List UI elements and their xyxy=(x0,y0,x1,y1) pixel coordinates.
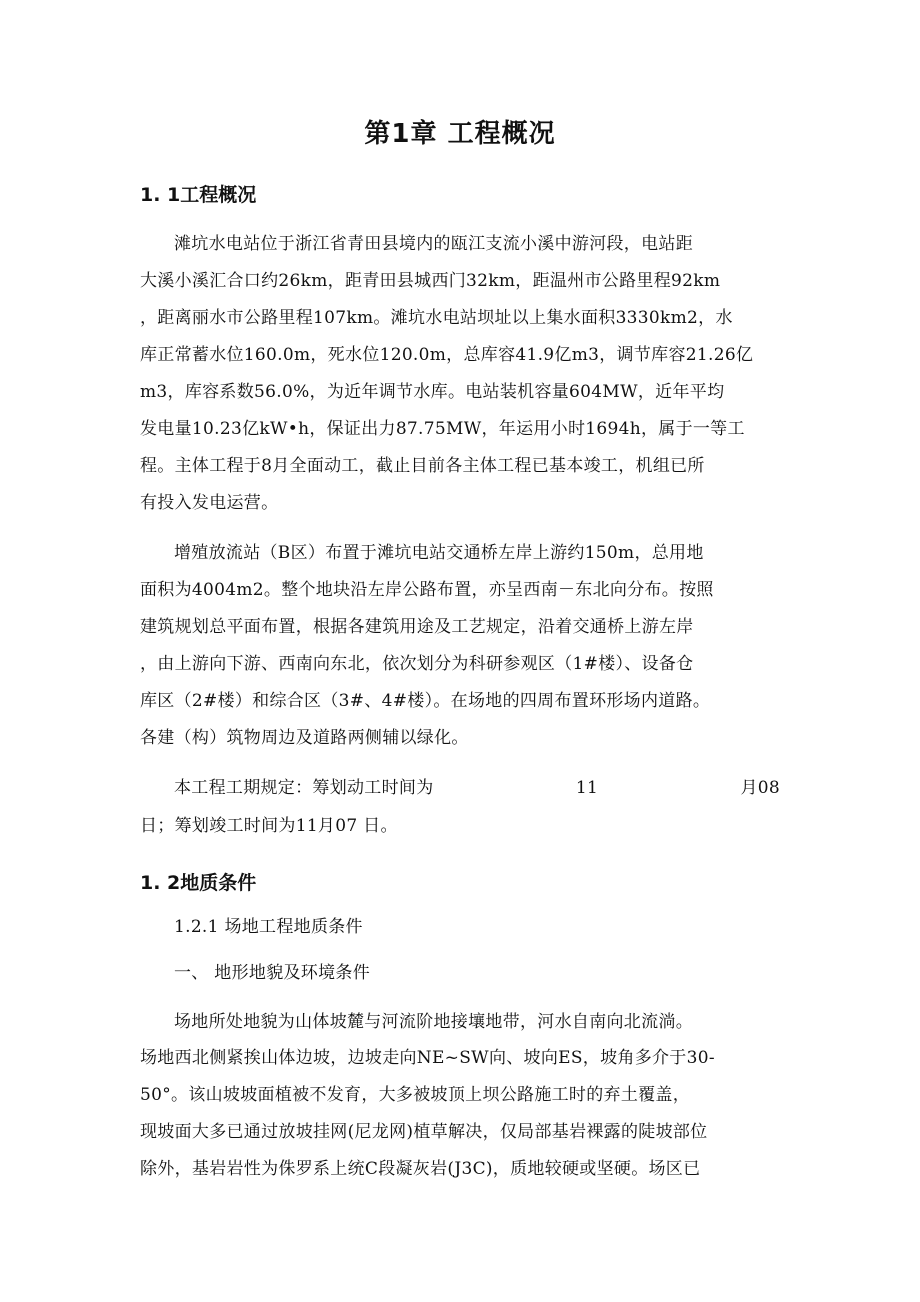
paragraph-line: 库区（2#楼）和综合区（3#、4#楼）。在场地的四周布置环形场内道路。 xyxy=(140,691,711,711)
schedule-start-label: 本工程工期规定：筹划动工时间为 xyxy=(174,778,434,798)
paragraph-line: 程。主体工程于8月全面动工，截止目前各主体工程已基本竣工，机组已所 xyxy=(140,456,705,476)
paragraph-line: 场地西北侧紧挨山体边坡，边坡走向NE~SW向、坡向ES，坡角多介于30- xyxy=(140,1048,715,1068)
section-heading-1-2: 1. 2地质条件 xyxy=(140,872,257,894)
section-heading-1-1: 1. 1工程概况 xyxy=(140,184,257,206)
paragraph-line: 日；筹划竣工时间为11月07 日。 xyxy=(140,816,398,836)
paragraph-line: 50°。该山坡坡面植被不发育，大多被坡顶上坝公路施工时的弃土覆盖， xyxy=(140,1085,691,1105)
paragraph-line: 面积为4004m2。整个地块沿左岸公路布置，亦呈西南－东北向分布。按照 xyxy=(140,580,714,600)
paragraph-line: 有投入发电运营。 xyxy=(140,493,279,513)
subsection-heading: 1.2.1 场地工程地质条件 xyxy=(174,917,363,937)
paragraph-line: 现坡面大多已通过放坡挂网(尼龙网)植草解决，仅局部基岩裸露的陡坡部位 xyxy=(140,1122,708,1142)
paragraph-line: 大溪小溪汇合口约26km，距青田县城西门32km，距温州市公路里程92km xyxy=(140,271,721,291)
paragraph-line: 除外，基岩岩性为侏罗系上统C段凝灰岩(J3C)，质地较硬或坚硬。场区已 xyxy=(140,1159,701,1179)
schedule-start-month: 11 xyxy=(575,778,599,798)
paragraph-line: 增殖放流站（B区）布置于滩坑电站交通桥左岸上游约150m，总用地 xyxy=(174,543,704,563)
item-heading: 一、 地形地貌及环境条件 xyxy=(174,963,371,983)
schedule-start-day: 月08 xyxy=(740,778,780,798)
paragraph-line: ，距离丽水市公路里程107km。滩坑水电站坝址以上集水面积3330km2，水 xyxy=(140,308,733,328)
paragraph-line: ，由上游向下游、西南向东北，依次划分为科研参观区（1#楼）、设备仓 xyxy=(140,654,694,674)
paragraph-line: 发电量10.23亿kW•h，保证出力87.75MW，年运用小时1694h，属于一等工 xyxy=(140,419,745,439)
paragraph-line: 库正常蓄水位160.0m，死水位120.0m，总库容41.9亿m3，调节库容21.26亿 xyxy=(140,345,754,365)
paragraph-line: 场地所处地貌为山体坡麓与河流阶地接壤地带，河水自南向北流淌。 xyxy=(174,1012,693,1032)
paragraph-line: 各建（构）筑物周边及道路两侧辅以绿化。 xyxy=(140,728,469,748)
paragraph-line: 建筑规划总平面布置，根据各建筑用途及工艺规定，沿着交通桥上游左岸 xyxy=(140,617,694,637)
chapter-title: 第1章 工程概况 xyxy=(364,119,556,149)
schedule-line xyxy=(174,776,780,800)
paragraph-line: m3，库容系数56.0%，为近年调节水库。电站装机容量604MW，近年平均 xyxy=(140,382,725,402)
paragraph-line: 滩坑水电站位于浙江省青田县境内的瓯江支流小溪中游河段，电站距 xyxy=(174,234,693,254)
